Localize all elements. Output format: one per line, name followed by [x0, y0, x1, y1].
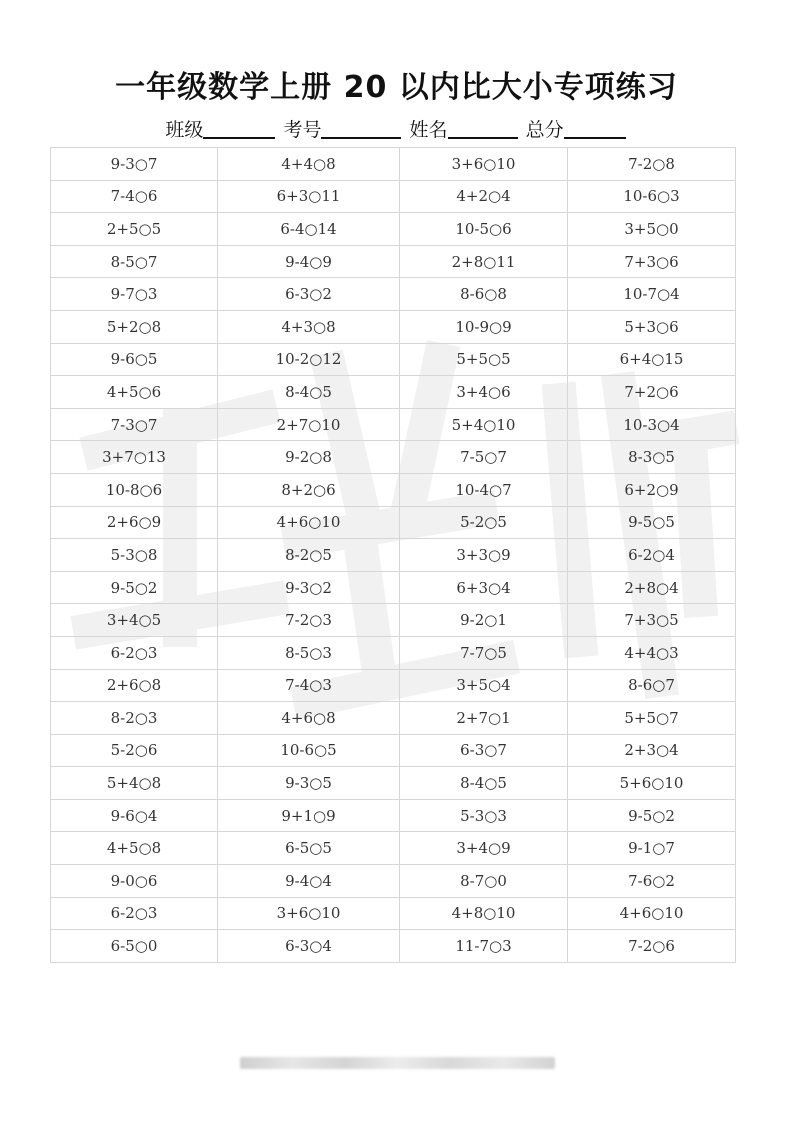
exercise-cell: 2+3○4 [568, 734, 736, 767]
table-row [51, 571, 736, 604]
exercise-cell: 5+4○10 [400, 408, 568, 441]
exercise-cell: 8-3○5 [568, 441, 736, 474]
exercise-cell: 8-7○0 [400, 865, 568, 898]
table-row [51, 832, 736, 865]
table-row [51, 148, 736, 181]
exercise-cell: 6-2○3 [51, 636, 218, 669]
score-blank [564, 119, 626, 139]
table-row [51, 408, 736, 441]
table-row [51, 473, 736, 506]
exercise-cell: 7+3○6 [568, 245, 736, 278]
exercise-cell: 4+2○4 [400, 180, 568, 213]
table-row [51, 669, 736, 702]
exercise-cell: 4+4○8 [218, 148, 400, 181]
exercise-cell: 6-2○3 [51, 897, 218, 930]
exercise-cell: 10-9○9 [400, 310, 568, 343]
exercise-cell: 3+6○10 [400, 148, 568, 181]
exercise-cell: 10-6○5 [218, 734, 400, 767]
exercise-cell: 4+6○8 [218, 702, 400, 735]
exercise-cell: 10-2○12 [218, 343, 400, 376]
exercise-cell: 2+7○10 [218, 408, 400, 441]
exercise-cell: 7-3○7 [51, 408, 218, 441]
name-label: 姓名 [409, 119, 448, 141]
exercise-cell: 4+6○10 [568, 897, 736, 930]
exercise-cell: 9-1○7 [568, 832, 736, 865]
exercise-cell: 8+2○6 [218, 473, 400, 506]
exercise-cell: 6+3○11 [218, 180, 400, 213]
number-label: 考号 [283, 119, 322, 141]
exercise-cell: 9-2○1 [400, 604, 568, 637]
exercise-cell: 6-3○7 [400, 734, 568, 767]
exercise-cell: 3+3○9 [400, 539, 568, 572]
exercise-cell: 9-5○5 [568, 506, 736, 539]
exercise-cell: 3+4○5 [51, 604, 218, 637]
exercise-cell: 9-2○8 [218, 441, 400, 474]
class-blank [203, 119, 275, 139]
exercise-cell: 8-4○5 [218, 376, 400, 409]
exercise-cell: 5-2○6 [51, 734, 218, 767]
student-info-line [0, 115, 793, 142]
exercise-cell: 2+7○1 [400, 702, 568, 735]
exercise-cell: 5-2○5 [400, 506, 568, 539]
class-label: 班级 [165, 119, 204, 141]
table-row [51, 278, 736, 311]
exercise-cell: 9-3○7 [51, 148, 218, 181]
score-label: 总分 [525, 119, 564, 141]
exercise-cell: 2+6○9 [51, 506, 218, 539]
name-blank [448, 119, 518, 139]
exercise-cell: 8-2○3 [51, 702, 218, 735]
number-blank [321, 119, 401, 139]
table-row [51, 930, 736, 963]
exercise-cell: 3+4○6 [400, 376, 568, 409]
table-row [51, 539, 736, 572]
exercise-cell: 3+5○4 [400, 669, 568, 702]
exercise-cell: 5+2○8 [51, 310, 218, 343]
exercise-cell: 10-5○6 [400, 213, 568, 246]
exercise-cell: 9-3○2 [218, 571, 400, 604]
exercise-cell: 10-3○4 [568, 408, 736, 441]
table-row [51, 865, 736, 898]
exercise-cell: 2+8○11 [400, 245, 568, 278]
exercise-cell: 5+5○7 [568, 702, 736, 735]
exercise-cell: 9+1○9 [218, 799, 400, 832]
exercise-cell: 7-2○6 [568, 930, 736, 963]
table-row [51, 604, 736, 637]
table-row [51, 767, 736, 800]
exercise-cell: 3+4○9 [400, 832, 568, 865]
exercise-cell: 4+5○6 [51, 376, 218, 409]
exercise-cell: 4+6○10 [218, 506, 400, 539]
table-row [51, 897, 736, 930]
table-row [51, 376, 736, 409]
exercise-cell: 9-6○5 [51, 343, 218, 376]
exercise-cell: 6+4○15 [568, 343, 736, 376]
exercise-cell: 8-4○5 [400, 767, 568, 800]
table-row [51, 310, 736, 343]
exercise-cell: 3+7○13 [51, 441, 218, 474]
exercise-cell: 9-3○5 [218, 767, 400, 800]
exercise-cell: 9-7○3 [51, 278, 218, 311]
exercise-cell: 6+3○4 [400, 571, 568, 604]
table-row [51, 343, 736, 376]
exercise-cell: 4+5○8 [51, 832, 218, 865]
table-row [51, 245, 736, 278]
exercise-cell: 5+4○8 [51, 767, 218, 800]
exercise-cell: 4+8○10 [400, 897, 568, 930]
table-row [51, 506, 736, 539]
table-row [51, 213, 736, 246]
exercise-cell: 7-5○7 [400, 441, 568, 474]
exercise-cell: 8-5○7 [51, 245, 218, 278]
exercise-cell: 7-2○8 [568, 148, 736, 181]
exercise-cell: 9-6○4 [51, 799, 218, 832]
exercise-cell: 7+3○5 [568, 604, 736, 637]
exercise-cell: 2+6○8 [51, 669, 218, 702]
exercise-cell: 8-5○3 [218, 636, 400, 669]
exercise-cell: 7-4○6 [51, 180, 218, 213]
exercise-cell: 6-3○2 [218, 278, 400, 311]
exercise-cell: 8-6○8 [400, 278, 568, 311]
exercise-cell: 9-4○9 [218, 245, 400, 278]
table-row [51, 636, 736, 669]
exercise-cell: 9-5○2 [568, 799, 736, 832]
page-title: 一年级数学上册 20 以内比大小专项练习 [115, 70, 678, 105]
exercise-cell: 3+6○10 [218, 897, 400, 930]
footer-blurred-text [240, 1057, 555, 1069]
exercise-cell: 10-7○4 [568, 278, 736, 311]
table-row [51, 441, 736, 474]
exercise-cell: 4+4○3 [568, 636, 736, 669]
exercise-table [50, 147, 736, 963]
exercise-cell: 7-6○2 [568, 865, 736, 898]
exercise-cell: 6-3○4 [218, 930, 400, 963]
exercise-cell: 11-7○3 [400, 930, 568, 963]
exercise-cell: 7-2○3 [218, 604, 400, 637]
exercise-cell: 10-4○7 [400, 473, 568, 506]
exercise-cell: 5-3○3 [400, 799, 568, 832]
exercise-cell: 8-6○7 [568, 669, 736, 702]
exercise-cell: 9-4○4 [218, 865, 400, 898]
table-row [51, 734, 736, 767]
exercise-cell: 6-4○14 [218, 213, 400, 246]
exercise-cell: 9-5○2 [51, 571, 218, 604]
exercise-cell: 2+5○5 [51, 213, 218, 246]
exercise-cell: 7+2○6 [568, 376, 736, 409]
exercise-cell: 3+5○0 [568, 213, 736, 246]
table-row [51, 702, 736, 735]
exercise-cell: 5+6○10 [568, 767, 736, 800]
exercise-cell: 5-3○8 [51, 539, 218, 572]
exercise-cell: 6+2○9 [568, 473, 736, 506]
exercise-cell: 10-8○6 [51, 473, 218, 506]
exercise-cell: 6-5○0 [51, 930, 218, 963]
exercise-cell: 6-2○4 [568, 539, 736, 572]
exercise-cell: 6-5○5 [218, 832, 400, 865]
exercise-cell: 10-6○3 [568, 180, 736, 213]
exercise-cell: 9-0○6 [51, 865, 218, 898]
exercise-cell: 5+3○6 [568, 310, 736, 343]
table-row [51, 799, 736, 832]
exercise-cell: 7-7○5 [400, 636, 568, 669]
exercise-cell: 7-4○3 [218, 669, 400, 702]
exercise-cell: 8-2○5 [218, 539, 400, 572]
exercise-cell: 2+8○4 [568, 571, 736, 604]
exercise-cell: 5+5○5 [400, 343, 568, 376]
exercise-cell: 4+3○8 [218, 310, 400, 343]
table-row [51, 180, 736, 213]
